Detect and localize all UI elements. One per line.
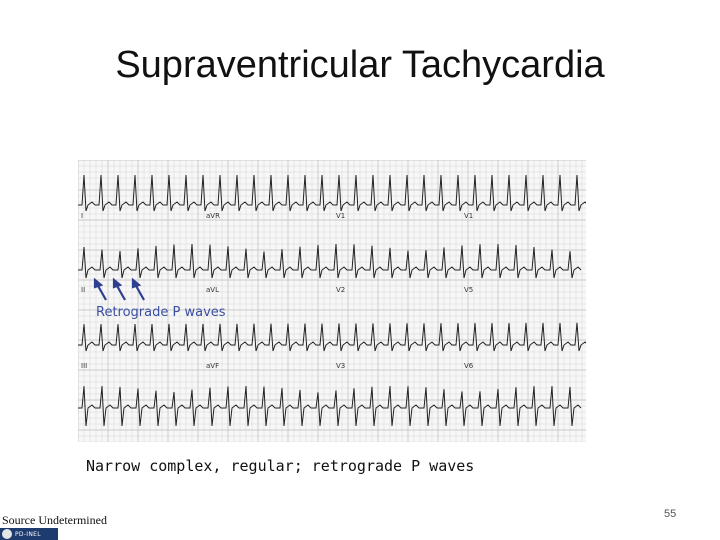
ecg-lead-label: aVR — [206, 212, 220, 220]
arrow-icons — [92, 278, 152, 304]
license-badge — [0, 528, 58, 540]
ecg-lead-label: V3 — [336, 362, 346, 370]
slide-caption: Narrow complex, regular; retrograde P waves — [86, 457, 475, 475]
ecg-lead-label: aVL — [206, 286, 219, 294]
retrograde-p-waves-label: Retrograde P waves — [96, 305, 226, 320]
ecg-lead-label: V2 — [336, 286, 346, 294]
cc-icon — [2, 529, 12, 539]
license-badge-label: PD-INEL — [15, 530, 41, 538]
ecg-lead-label: aVF — [206, 362, 220, 370]
ecg-lead-label: II — [81, 286, 86, 294]
ecg-lead-label: I — [81, 212, 84, 220]
ecg-lead-label: V6 — [464, 362, 474, 370]
ecg-image — [78, 160, 586, 442]
ecg-lead-label: V1 — [464, 212, 474, 220]
arrow-icon — [95, 280, 106, 300]
arrow-icon — [133, 280, 144, 300]
ecg-lead-label: V5 — [464, 286, 474, 294]
ecg-lead-label: III — [81, 362, 88, 370]
slide-title: Supraventricular Tachycardia — [115, 44, 605, 86]
arrow-icon — [114, 280, 125, 300]
ecg-lead-label: V1 — [336, 212, 346, 220]
page-number: 55 — [664, 508, 677, 520]
source-credit: Source Undetermined — [2, 513, 107, 527]
ecg-strip — [78, 160, 586, 442]
